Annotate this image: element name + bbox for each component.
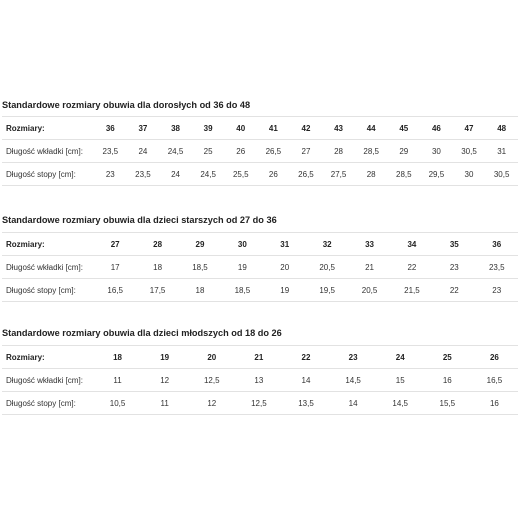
- adult-sizes-section: [2, 100, 518, 190]
- measurement-cell: 30,5: [485, 163, 518, 186]
- measurement-cell: 22: [391, 256, 433, 279]
- measurement-cell: 22: [433, 279, 475, 302]
- row-label: Długość wkładki [cm]:: [2, 140, 94, 163]
- section-title-younger-children: Standardowe rozmiary obuwia dla dzieci młodszych od 18 do 26: [2, 328, 282, 338]
- younger-children-sizes-section: [2, 328, 518, 423]
- measurement-cell: 17,5: [136, 279, 178, 302]
- measurement-cell: 23: [433, 256, 475, 279]
- size-cell: 25: [424, 346, 471, 369]
- measurement-cell: 12,5: [235, 392, 282, 415]
- measurement-cell: 14,5: [377, 392, 424, 415]
- size-header-row: [2, 346, 518, 369]
- measurement-cell: 18: [179, 279, 221, 302]
- measurement-cell: 12: [141, 369, 188, 392]
- size-cell: 48: [485, 117, 518, 140]
- measurement-cell: 31: [485, 140, 518, 163]
- measurement-cell: 26,5: [257, 140, 290, 163]
- table-row: [2, 279, 518, 302]
- measurement-cell: 28: [355, 163, 388, 186]
- size-cell: 46: [420, 117, 453, 140]
- measurement-cell: 26: [224, 140, 257, 163]
- size-cell: 36: [476, 233, 518, 256]
- size-cell: 33: [348, 233, 390, 256]
- size-cell: 35: [433, 233, 475, 256]
- measurement-cell: 23,5: [127, 163, 160, 186]
- measurement-cell: 18,5: [221, 279, 263, 302]
- size-cell: 36: [94, 117, 127, 140]
- measurement-cell: 30: [420, 140, 453, 163]
- measurement-cell: 20,5: [306, 256, 348, 279]
- size-cell: 27: [94, 233, 136, 256]
- older-children-sizes-section: [2, 215, 518, 305]
- measurement-cell: 12: [188, 392, 235, 415]
- measurement-cell: 24: [159, 163, 192, 186]
- size-cell: 19: [141, 346, 188, 369]
- size-cell: 40: [224, 117, 257, 140]
- size-cell: 38: [159, 117, 192, 140]
- measurement-cell: 30: [453, 163, 486, 186]
- size-table-older-children: [2, 232, 518, 302]
- size-cell: 22: [282, 346, 329, 369]
- measurement-cell: 28: [322, 140, 355, 163]
- size-cell: 42: [290, 117, 323, 140]
- size-cell: 45: [387, 117, 420, 140]
- size-table-younger-children: [2, 345, 518, 415]
- size-cell: 24: [377, 346, 424, 369]
- table-row: [2, 163, 518, 186]
- size-cell: 21: [235, 346, 282, 369]
- measurement-cell: 16,5: [94, 279, 136, 302]
- measurement-cell: 30,5: [453, 140, 486, 163]
- size-cell: 18: [94, 346, 141, 369]
- measurement-cell: 20: [264, 256, 306, 279]
- measurement-cell: 12,5: [188, 369, 235, 392]
- row-label: Długość stopy [cm]:: [2, 279, 94, 302]
- measurement-cell: 17: [94, 256, 136, 279]
- measurement-cell: 27,5: [322, 163, 355, 186]
- measurement-cell: 28,5: [355, 140, 388, 163]
- measurement-cell: 19: [264, 279, 306, 302]
- measurement-cell: 19: [221, 256, 263, 279]
- measurement-cell: 20,5: [348, 279, 390, 302]
- measurement-cell: 23: [476, 279, 518, 302]
- section-title-adults: Standardowe rozmiary obuwia dla dorosłych od 36 do 48: [2, 100, 251, 110]
- table-row: [2, 140, 518, 163]
- size-table-adults: [2, 116, 518, 186]
- size-cell: 29: [179, 233, 221, 256]
- measurement-cell: 26: [257, 163, 290, 186]
- table-row: [2, 369, 518, 392]
- size-cell: 23: [330, 346, 377, 369]
- measurement-cell: 29: [387, 140, 420, 163]
- measurement-cell: 25: [192, 140, 225, 163]
- measurement-cell: 15: [377, 369, 424, 392]
- size-cell: 30: [221, 233, 263, 256]
- size-cell: 47: [453, 117, 486, 140]
- measurement-cell: 18: [136, 256, 178, 279]
- measurement-cell: 21: [348, 256, 390, 279]
- measurement-cell: 23: [94, 163, 127, 186]
- size-cell: 39: [192, 117, 225, 140]
- measurement-cell: 15,5: [424, 392, 471, 415]
- measurement-cell: 25,5: [224, 163, 257, 186]
- size-cell: 43: [322, 117, 355, 140]
- measurement-cell: 14,5: [330, 369, 377, 392]
- measurement-cell: 11: [141, 392, 188, 415]
- size-cell: 26: [471, 346, 518, 369]
- size-cell: 37: [127, 117, 160, 140]
- row-label: Rozmiary:: [2, 346, 94, 369]
- size-cell: 31: [264, 233, 306, 256]
- table-row: [2, 392, 518, 415]
- measurement-cell: 14: [330, 392, 377, 415]
- measurement-cell: 23,5: [476, 256, 518, 279]
- size-header-row: [2, 233, 518, 256]
- measurement-cell: 23,5: [94, 140, 127, 163]
- measurement-cell: 29,5: [420, 163, 453, 186]
- measurement-cell: 10,5: [94, 392, 141, 415]
- measurement-cell: 24: [127, 140, 160, 163]
- measurement-cell: 16,5: [471, 369, 518, 392]
- size-cell: 28: [136, 233, 178, 256]
- size-cell: 20: [188, 346, 235, 369]
- measurement-cell: 16: [424, 369, 471, 392]
- row-label: Rozmiary:: [2, 117, 94, 140]
- measurement-cell: 13,5: [282, 392, 329, 415]
- size-cell: 44: [355, 117, 388, 140]
- measurement-cell: 19,5: [306, 279, 348, 302]
- size-cell: 41: [257, 117, 290, 140]
- section-title-older-children: Standardowe rozmiary obuwia dla dzieci starszych od 27 do 36: [2, 215, 277, 225]
- measurement-cell: 24,5: [192, 163, 225, 186]
- measurement-cell: 18,5: [179, 256, 221, 279]
- measurement-cell: 14: [282, 369, 329, 392]
- measurement-cell: 21,5: [391, 279, 433, 302]
- measurement-cell: 24,5: [159, 140, 192, 163]
- row-label: Długość stopy [cm]:: [2, 163, 94, 186]
- measurement-cell: 26,5: [290, 163, 323, 186]
- measurement-cell: 11: [94, 369, 141, 392]
- size-header-row: [2, 117, 518, 140]
- table-row: [2, 256, 518, 279]
- measurement-cell: 27: [290, 140, 323, 163]
- size-cell: 34: [391, 233, 433, 256]
- measurement-cell: 13: [235, 369, 282, 392]
- measurement-cell: 28,5: [387, 163, 420, 186]
- measurement-cell: 16: [471, 392, 518, 415]
- row-label: Długość stopy [cm]:: [2, 392, 94, 415]
- size-cell: 32: [306, 233, 348, 256]
- row-label: Długość wkładki [cm]:: [2, 256, 94, 279]
- row-label: Rozmiary:: [2, 233, 94, 256]
- row-label: Długość wkładki [cm]:: [2, 369, 94, 392]
